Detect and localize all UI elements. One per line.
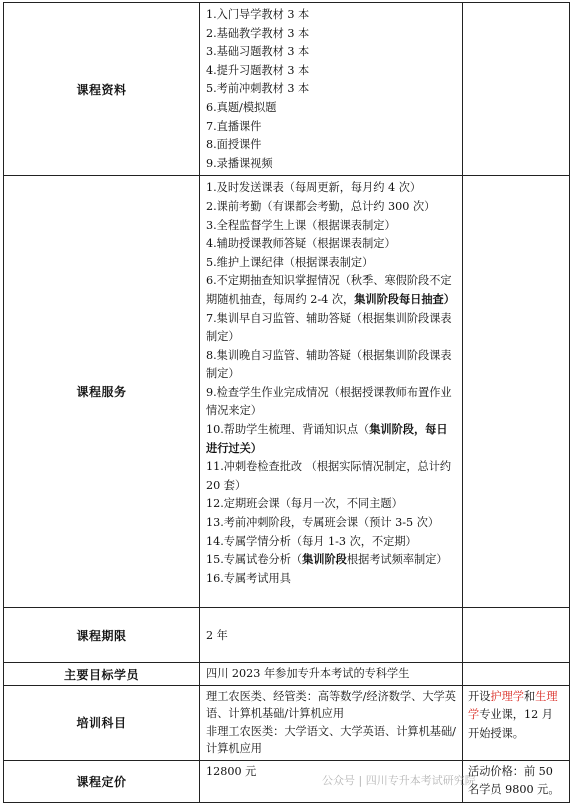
services-item: 1.及时发送课表（每周更新，每月约 4 次） [206, 181, 422, 195]
services-row [4, 176, 570, 608]
services-item: 8.集训晚自习监管、辅助答疑（根据集训阶段课表制定） [206, 348, 452, 381]
target-label: 主要目标学员 [4, 663, 200, 686]
period-value: 2 年 [200, 608, 463, 663]
note-suffix: 专业课，12 月开始授课。 [468, 708, 553, 741]
materials-label: 课程资料 [4, 3, 200, 176]
materials-item: 5.考前冲刺教材 3 本 [206, 82, 310, 96]
services-item: 16.专属考试用具 [206, 571, 291, 585]
note-physiology: 生理学 [468, 689, 558, 722]
services-item: 9.检查学生作业完成情况（根据授课教师布置作业情况来定） [206, 385, 452, 418]
services-item: 14.专属学情分析（每月 1-3 次，不定期） [206, 534, 417, 548]
materials-list-cell [200, 3, 463, 176]
price-row [4, 760, 570, 802]
services-item: 6.不定期抽查知识掌握情况（秋季、寒假阶段不定期随机抽查，每周约 2-4 次，集训阶段每日抽查） [206, 274, 455, 306]
services-item: 7.集训早自习监管、辅助答疑（根据集训阶段课表制定） [206, 311, 452, 344]
materials-item: 2.基础教学教材 3 本 [206, 26, 310, 40]
materials-list [200, 3, 462, 175]
course-info-table [3, 2, 570, 803]
watermark: 公众号 | 四川专升本考试研究院 [322, 774, 476, 787]
services-empty-cell [463, 176, 570, 608]
services-item: 10.帮助学生梳理、背诵知识点（集训阶段，每日进行过关） [206, 423, 448, 455]
services-item: 2.课前考勤（有课都会考勤，总计约 300 次） [206, 199, 436, 213]
target-value: 四川 2023 年参加专升本考试的专科学生 [200, 663, 463, 686]
subjects-note [463, 685, 570, 760]
price-value: 12800 元 [200, 760, 463, 802]
target-row [4, 663, 570, 686]
subjects-non-science: 非理工农医类：大学语文、大学英语、计算机基础/计算机应用 [206, 724, 456, 756]
subjects-row [4, 685, 570, 760]
services-list [200, 176, 462, 590]
materials-empty-cell [463, 3, 570, 176]
subjects-science: 理工农医类、经管类：高等数学/经济数学、大学英语、计算机基础/计算机应用 [206, 689, 456, 721]
note-and: 和 [523, 689, 536, 703]
services-item: 3.全程监督学生上课（根据课表制定） [206, 218, 396, 232]
price-activity: 活动价格：前 50 名学员 9800 元。 [463, 760, 570, 802]
services-item: 11.冲刺卷检查批改 （根据实际情况制定，总计约 20 套） [206, 460, 452, 492]
note-prefix: 开设 [468, 689, 491, 703]
services-item: 4.辅助授课教师答疑（根据课表制定） [206, 237, 396, 251]
target-empty-cell [463, 663, 570, 686]
materials-item: 4.提升习题教材 3 本 [206, 63, 310, 77]
price-label: 课程定价 [4, 760, 200, 802]
materials-item: 1.入门导学教材 3 本 [206, 8, 310, 21]
services-item: 13.考前冲刺阶段，专属班会课（预计 3-5 次） [206, 516, 440, 530]
services-label: 课程服务 [4, 176, 200, 608]
services-item: 5.维护上课纪律（根据课表制定） [206, 255, 374, 269]
note-nursing: 护理学 [490, 689, 524, 703]
materials-item: 7.直播课件 [206, 119, 262, 133]
materials-item: 9.录播课视频 [206, 156, 273, 170]
materials-item: 6.真题/模拟题 [206, 100, 277, 114]
services-list-cell [200, 176, 463, 608]
materials-item: 3.基础习题教材 3 本 [206, 45, 310, 59]
services-item: 12.定期班会课（每月一次，不同主题） [206, 497, 403, 511]
period-label: 课程期限 [4, 608, 200, 663]
period-empty-cell [463, 608, 570, 663]
period-row [4, 608, 570, 663]
materials-row [4, 3, 570, 176]
subjects-label: 培训科目 [4, 685, 200, 760]
materials-item: 8.面授课件 [206, 138, 262, 152]
subjects-value [200, 685, 463, 760]
services-item: 15.专属试卷分析（集训阶段根据考试频率制定） [206, 553, 448, 567]
